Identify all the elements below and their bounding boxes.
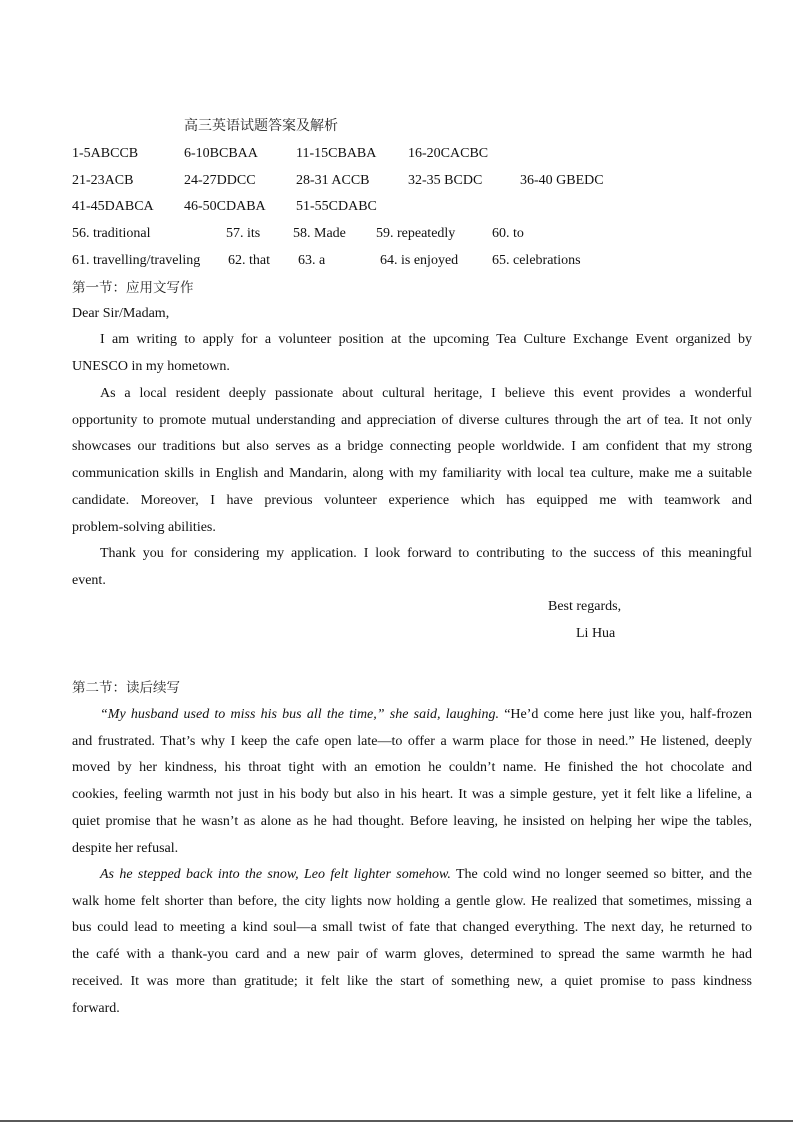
answer-item: 24-27DDCC bbox=[184, 173, 256, 188]
answer-item: 64. is enjoyed bbox=[380, 253, 459, 268]
answer-item: 32-35 BCDC bbox=[408, 173, 483, 188]
letter-paragraph bbox=[72, 541, 752, 594]
continuation-paragraph bbox=[72, 702, 752, 862]
answer-item: 61. travelling/traveling bbox=[72, 253, 201, 268]
answer-item: 1-5ABCCB bbox=[72, 146, 139, 161]
text-line: walk home felt shorter than before, the city lights now holding a gentle glow. He realized that sometimes, missing a bbox=[72, 893, 752, 909]
continuation-paragraph bbox=[72, 862, 752, 1022]
italic-lead-sentence: As he stepped back into the snow, Leo felt lighter somehow. bbox=[100, 867, 451, 882]
section2-heading: 第二节：读后续写 bbox=[72, 680, 180, 695]
text-line: problem-solving abilities. bbox=[72, 519, 216, 535]
letter-closing: Best regards, bbox=[548, 599, 622, 614]
text-line: cookies, feeling warmth not just in his body but also in his heart. It was a simple gesture, yet it felt like a lifeline, a bbox=[72, 787, 752, 803]
answer-item: 63. a bbox=[298, 253, 326, 268]
text-line: As a local resident deeply passionate about cultural heritage, I believe this event provides a wonderful bbox=[100, 386, 752, 401]
text-line: moved by her kindness, his throat tight with an emotion he couldn’t name. He finished the hot chocolate and bbox=[72, 760, 752, 776]
answer-item: 28-31 ACCB bbox=[296, 173, 370, 188]
text-line: showcases our traditions but also serves as a bridge connecting people worldwide. I am confident that my strong bbox=[72, 439, 752, 455]
answer-item: 51-55CDABC bbox=[296, 199, 377, 214]
answer-item: 11-15CBABA bbox=[296, 146, 377, 161]
letter-salutation: Dear Sir/Madam, bbox=[72, 306, 170, 321]
answer-item: 59. repeatedly bbox=[376, 226, 456, 241]
answer-item: 56. traditional bbox=[72, 226, 151, 241]
text-line: opportunity to promote mutual understanding and appreciation of diverse cultures through the art of tea. It not only bbox=[72, 412, 752, 428]
answer-item: 62. that bbox=[228, 253, 270, 268]
answer-item: 16-20CACBC bbox=[408, 146, 489, 161]
letter-paragraph bbox=[72, 327, 752, 380]
text-line: quiet promise that he wasn’t as alone as he had thought. Before leaving, he insisted on helping her wipe the tables, bbox=[72, 813, 752, 829]
text-line: forward. bbox=[72, 1000, 120, 1016]
text-line: and frustrated. That’s why I keep the cafe open late—to offer a warm place for those in need.” He listened, deeply bbox=[72, 733, 752, 749]
text-line bbox=[72, 862, 752, 889]
text-line: bus could lead to meeting a kind soul—a small twist of fate that changed everything. The next day, he returned to bbox=[72, 920, 752, 936]
text-line: UNESCO in my hometown. bbox=[72, 358, 230, 374]
section1-heading: 第一节：应用文写作 bbox=[72, 280, 194, 295]
answer-item: 58. Made bbox=[293, 226, 346, 241]
document-title: 高三英语试题答案及解析 bbox=[184, 119, 338, 134]
text-line: the café with a thank-you card and a new pair of warm gloves, determined to spread the same warmth he had bbox=[72, 947, 752, 963]
answer-item: 41-45DABCA bbox=[72, 199, 154, 214]
answer-item: 57. its bbox=[226, 226, 261, 241]
answer-item: 6-10BCBAA bbox=[184, 146, 258, 161]
text-line: received. It was more than gratitude; it felt like the start of something new, a quiet promise to pass kindness bbox=[72, 973, 752, 989]
text-line bbox=[72, 702, 752, 729]
text-line: I am writing to apply for a volunteer position at the upcoming Tea Culture Exchange Event organized by bbox=[100, 332, 752, 347]
text-line: Thank you for considering my application. I look forward to contributing to the success of this meaningful bbox=[100, 546, 752, 561]
answer-item: 36-40 GBEDC bbox=[520, 173, 604, 188]
answer-item: 21-23ACB bbox=[72, 173, 134, 188]
text-line: event. bbox=[72, 572, 106, 588]
page-content bbox=[72, 0, 752, 1122]
answer-item: 60. to bbox=[492, 226, 524, 241]
answer-item: 65. celebrations bbox=[492, 253, 581, 268]
answer-item: 46-50CDABA bbox=[184, 199, 266, 214]
text-span: The cold wind no longer seemed so bitter, and the bbox=[450, 867, 752, 882]
text-span: “He’d come here just like you, half-frozen bbox=[498, 707, 752, 722]
text-line: despite her refusal. bbox=[72, 840, 179, 856]
letter-signature: Li Hua bbox=[576, 626, 616, 641]
text-line: candidate. Moreover, I have previous volunteer experience which has equipped me with teamwork and bbox=[72, 492, 752, 508]
italic-lead-sentence: “My husband used to miss his bus all the time,” she said, laughing. bbox=[100, 707, 499, 722]
text-line: communication skills in English and Mandarin, along with my familiarity with local tea culture, make me a suitable bbox=[72, 466, 752, 482]
letter-paragraph bbox=[72, 381, 752, 541]
